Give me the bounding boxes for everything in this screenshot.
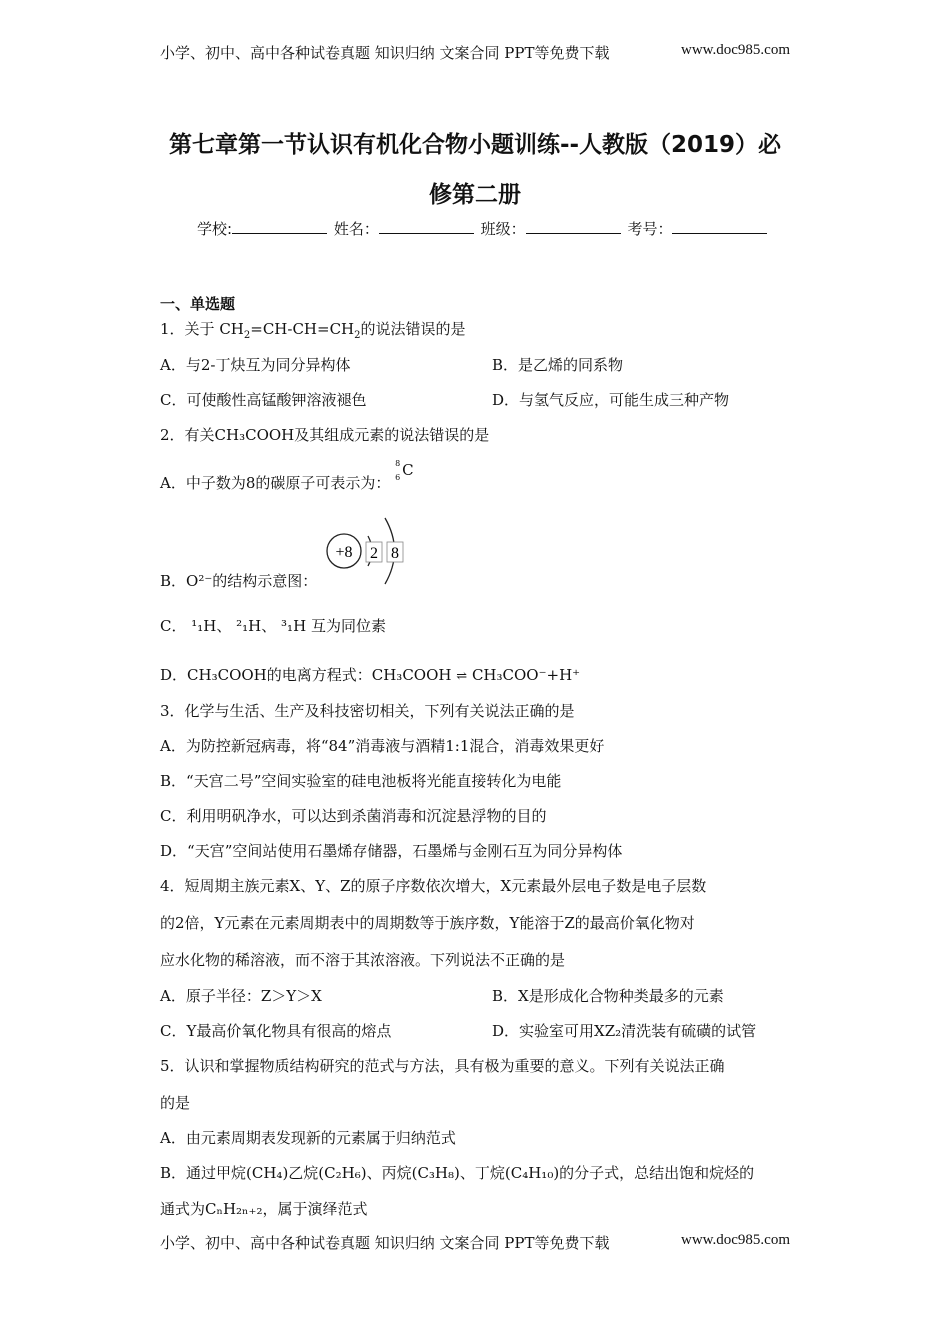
carbon-number: 6 xyxy=(395,473,401,482)
class-label: 班级： xyxy=(480,220,526,238)
section-heading: 一、单选题 xyxy=(160,295,236,313)
equilibrium-arrow-icon: ⇌ xyxy=(456,669,468,684)
exam-no-blank[interactable] xyxy=(672,219,767,234)
q2-option-c: C． ¹₁H、 ²₁H、 ³₁H 互为同位素 xyxy=(160,617,386,635)
shell1-electrons: 2 xyxy=(370,545,378,562)
q2-d-post: CH₃COO⁻+H⁺ xyxy=(471,666,581,684)
q4-stem-line3: 应水化物的稀溶液，而不溶于其浓溶液。下列说法不正确的是 xyxy=(160,951,566,969)
q2-a-text: A．中子数为8的碳原子可表示为： xyxy=(160,474,391,492)
q3-option-a: A．为防控新冠病毒，将“84”消毒液与酒精1:1混合，消毒效果更好 xyxy=(160,737,605,755)
q1-stem: 1．关于 $CH_2=CH-CH=CH_2$的说法错误的是 xyxy=(160,320,466,341)
title-line2: 修第二册 xyxy=(429,182,521,208)
nucleus-charge: +8 xyxy=(335,544,353,561)
q2-option-d xyxy=(160,664,580,685)
q4-stem-line1: 4．短周期主族元素X、Y、Z的原子序数依次增大，X元素最外层电子数是电子层数 xyxy=(160,877,707,895)
q2-option-b: B．O²⁻的结构示意图： xyxy=(160,572,318,590)
header-right: www.doc985.com xyxy=(680,42,790,58)
q2-option-a xyxy=(160,459,423,495)
q1-option-d: D．与氢气反应，可能生成三种产物 xyxy=(492,391,730,409)
q4-stem-line2: 的2倍，Y元素在元素周期表中的周期数等于族序数，Y能溶于Z的最高价氧化物对 xyxy=(160,914,695,932)
q5-stem-line2: 的是 xyxy=(160,1094,191,1112)
shell2-electrons: 8 xyxy=(391,545,399,562)
name-blank[interactable] xyxy=(379,219,474,234)
q4-option-c: C．Y最高价氧化物具有很高的熔点 xyxy=(160,1022,392,1040)
q3-stem: 3．化学与生活、生产及科技密切相关，下列有关说法正确的是 xyxy=(160,702,575,720)
class-blank[interactable] xyxy=(526,219,621,234)
q4-option-d: D．实验室可用XZ₂清洗装有硫磺的试管 xyxy=(492,1022,757,1040)
title-line1: 第七章第一节认识有机化合物小题训练--人教版（2019）必 xyxy=(168,132,782,158)
q3-option-b: B．“天宫二号”空间实验室的硅电池板将光能直接转化为电能 xyxy=(160,772,562,790)
q2-c-post: 互为同位素 xyxy=(310,617,386,635)
name-label: 姓名： xyxy=(333,220,379,238)
carbon-mass: 8 xyxy=(395,459,401,468)
footer-left: 小学、初中、高中各种试卷真题 知识归纳 文案合同 PPT等免费下载 xyxy=(160,1234,610,1252)
q5-option-b-line1: B．通过甲烷(CH₄)乙烷(C₂H₆)、丙烷(C₃H₈)、丁烷(C₄H₁₀)的分子式，总结出饱和烷烃的 xyxy=(160,1164,755,1182)
q2-stem: 2．有关CH₃COOH及其组成元素的说法错误的是 xyxy=(160,426,490,444)
q5-option-a: A．由元素周期表发现新的元素属于归纳范式 xyxy=(160,1129,456,1147)
oxygen-ion-structure-diagram xyxy=(322,512,412,590)
q3-option-c: C．利用明矾净水，可以达到杀菌消毒和沉淀悬浮物的目的 xyxy=(160,807,547,825)
isotope-h1: ¹₁H xyxy=(191,617,217,635)
q1-post: 的说法错误的是 xyxy=(360,320,466,338)
isotope-h3: ³₁H xyxy=(281,617,307,635)
school-label: 学校: xyxy=(197,220,233,238)
footer-right: www.doc985.com xyxy=(680,1232,790,1248)
q2-d-pre: D．CH₃COOH的电离方程式：CH₃COOH xyxy=(160,666,452,684)
carbon-symbol: C xyxy=(402,461,414,479)
q1-pre: 1．关于 xyxy=(160,320,220,338)
q1-option-a: A．与2-丁炔互为同分异构体 xyxy=(160,356,351,374)
q1-option-b: B．是乙烯的同系物 xyxy=(492,356,624,374)
q4-option-b: B．X是形成化合物种类最多的元素 xyxy=(492,987,724,1005)
isotope-h2: ²₁H xyxy=(236,617,262,635)
student-info xyxy=(197,218,769,239)
q5-stem-line1: 5．认识和掌握物质结构研究的范式与方法，具有极为重要的意义。下列有关说法正确 xyxy=(160,1057,725,1075)
q5-option-b-line2: 通式为CₙH₂ₙ₊₂，属于演绎范式 xyxy=(160,1200,368,1218)
exam-no-label: 考号： xyxy=(627,220,673,238)
carbon-isotope-symbol xyxy=(395,459,423,487)
q1-option-c: C．可使酸性高锰酸钾溶液褪色 xyxy=(160,391,367,409)
q3-option-d: D．“天宫”空间站使用石墨烯存储器，石墨烯与金刚石互为同分异构体 xyxy=(160,842,623,860)
q2-c-pre: C． xyxy=(160,617,187,635)
q4-option-a: A．原子半径：Z＞Y＞X xyxy=(160,987,322,1005)
header-left: 小学、初中、高中各种试卷真题 知识归纳 文案合同 PPT等免费下载 xyxy=(160,44,610,62)
school-blank[interactable] xyxy=(232,219,327,234)
